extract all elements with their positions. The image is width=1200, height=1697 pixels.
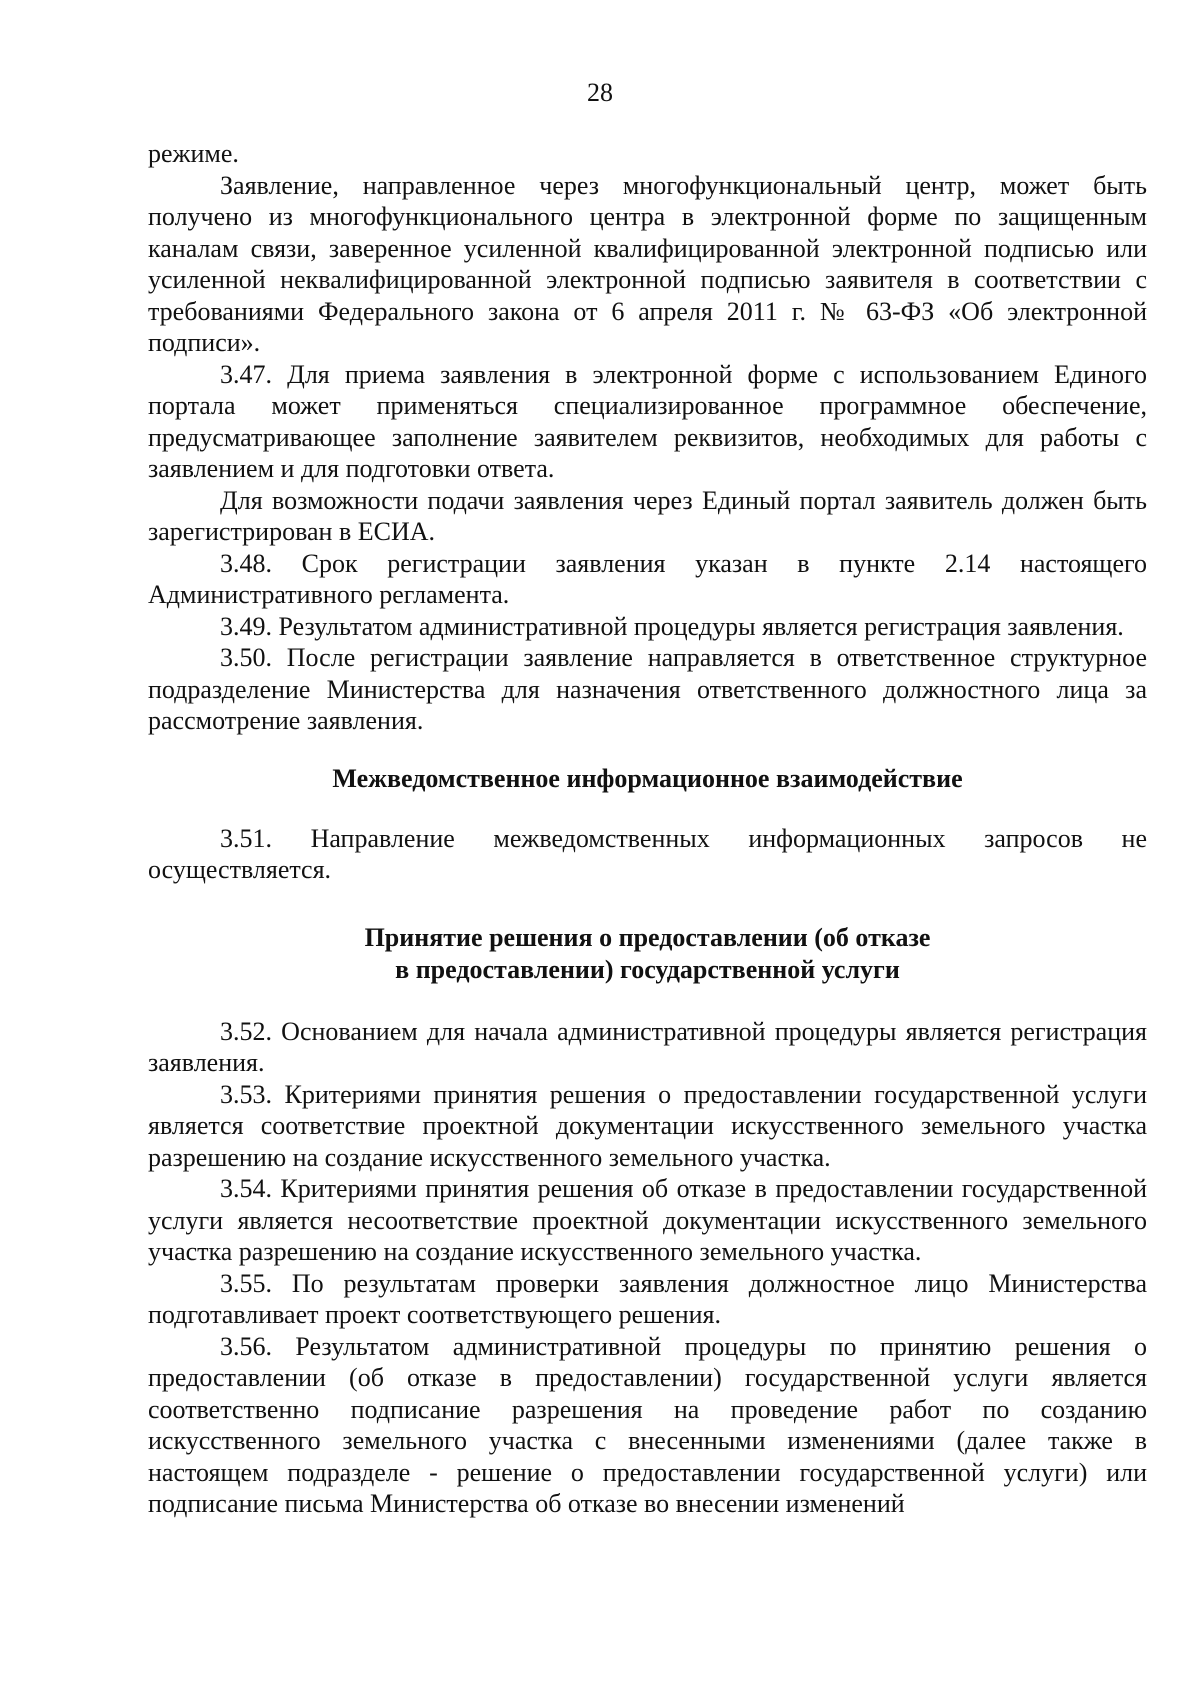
- section-heading-decision-line-1: Принятие решения о предоставлении (об отказе: [364, 922, 931, 952]
- paragraph-3-47: 3.47. Для приема заявления в электронной форме с использованием Единого портала может применяться специализированное программное обеспечение, предусматривающее заполнение заявителем реквизитов, необходимых для работы с заявлением и для подготовки ответа.: [148, 359, 1147, 483]
- page-number: 28: [587, 78, 613, 107]
- paragraph-3-49: 3.49. Результатом административной процедуры является регистрация заявления.: [220, 611, 1124, 641]
- paragraph-3-52: 3.52. Основанием для начала административной процедуры является регистрация заявления.: [148, 1016, 1147, 1077]
- paragraph-3-51: 3.51. Направление межведомственных информационных запросов не осуществляется.: [148, 823, 1147, 884]
- paragraph-esia: Для возможности подачи заявления через Единый портал заявитель должен быть зарегистрирован в ЕСИА.: [148, 485, 1147, 546]
- paragraph-3-56: 3.56. Результатом административной процедуры по принятию решения о предоставлении (об отказе в предоставлении) государственной услуги является соответственно подписание разрешения на проведение работ по созданию искусственного земельного участка с внесенными изменениями (далее также в настоящем подразделе - решение о предоставлении государственной услуги) или подписание письма Министерства об отказе во внесении изменений: [148, 1331, 1147, 1518]
- paragraph-3-55: 3.55. По результатам проверки заявления должностное лицо Министерства подготавливает проект соответствующего решения.: [148, 1268, 1147, 1329]
- section-heading-decision: [148, 922, 1147, 986]
- section-heading-decision-line-2: в предоставлении) государственной услуги: [395, 954, 900, 984]
- paragraph-3-54: 3.54. Критериями принятия решения об отказе в предоставлении государственной услуги является несоответствие проектной документации искусственного земельного участка разрешению на создание искусственного земельного участка.: [148, 1174, 1147, 1266]
- paragraph-continuation: режиме.: [148, 139, 239, 168]
- document-body: [148, 138, 1147, 1520]
- paragraph-3-50: 3.50. После регистрации заявление направляется в ответственное структурное подразделение Министерства для назначения ответственного должностного лица за рассмотрение заявления.: [148, 643, 1147, 735]
- section-heading-interagency: Межведомственное информационное взаимодействие: [332, 763, 963, 793]
- paragraph-3-48: 3.48. Срок регистрации заявления указан в пункте 2.14 настоящего Административного регламента.: [148, 548, 1147, 609]
- paragraph-mfc-application: Заявление, направленное через многофункциональный центр, может быть получено из многофункционального центра в электронной форме по защищенным каналам связи, заверенное усиленной квалифицированной электронной подписью или усиленной неквалифицированной электронной подписью заявителя в соответствии с требованиями Федерального закона от 6 апреля 2011 г. № 63-ФЗ «Об электронной подписи».: [148, 170, 1147, 357]
- paragraph-3-53: 3.53. Критериями принятия решения о предоставлении государственной услуги является соответствие проектной документации искусственного земельного участка разрешению на создание искусственного земельного участка.: [148, 1079, 1147, 1172]
